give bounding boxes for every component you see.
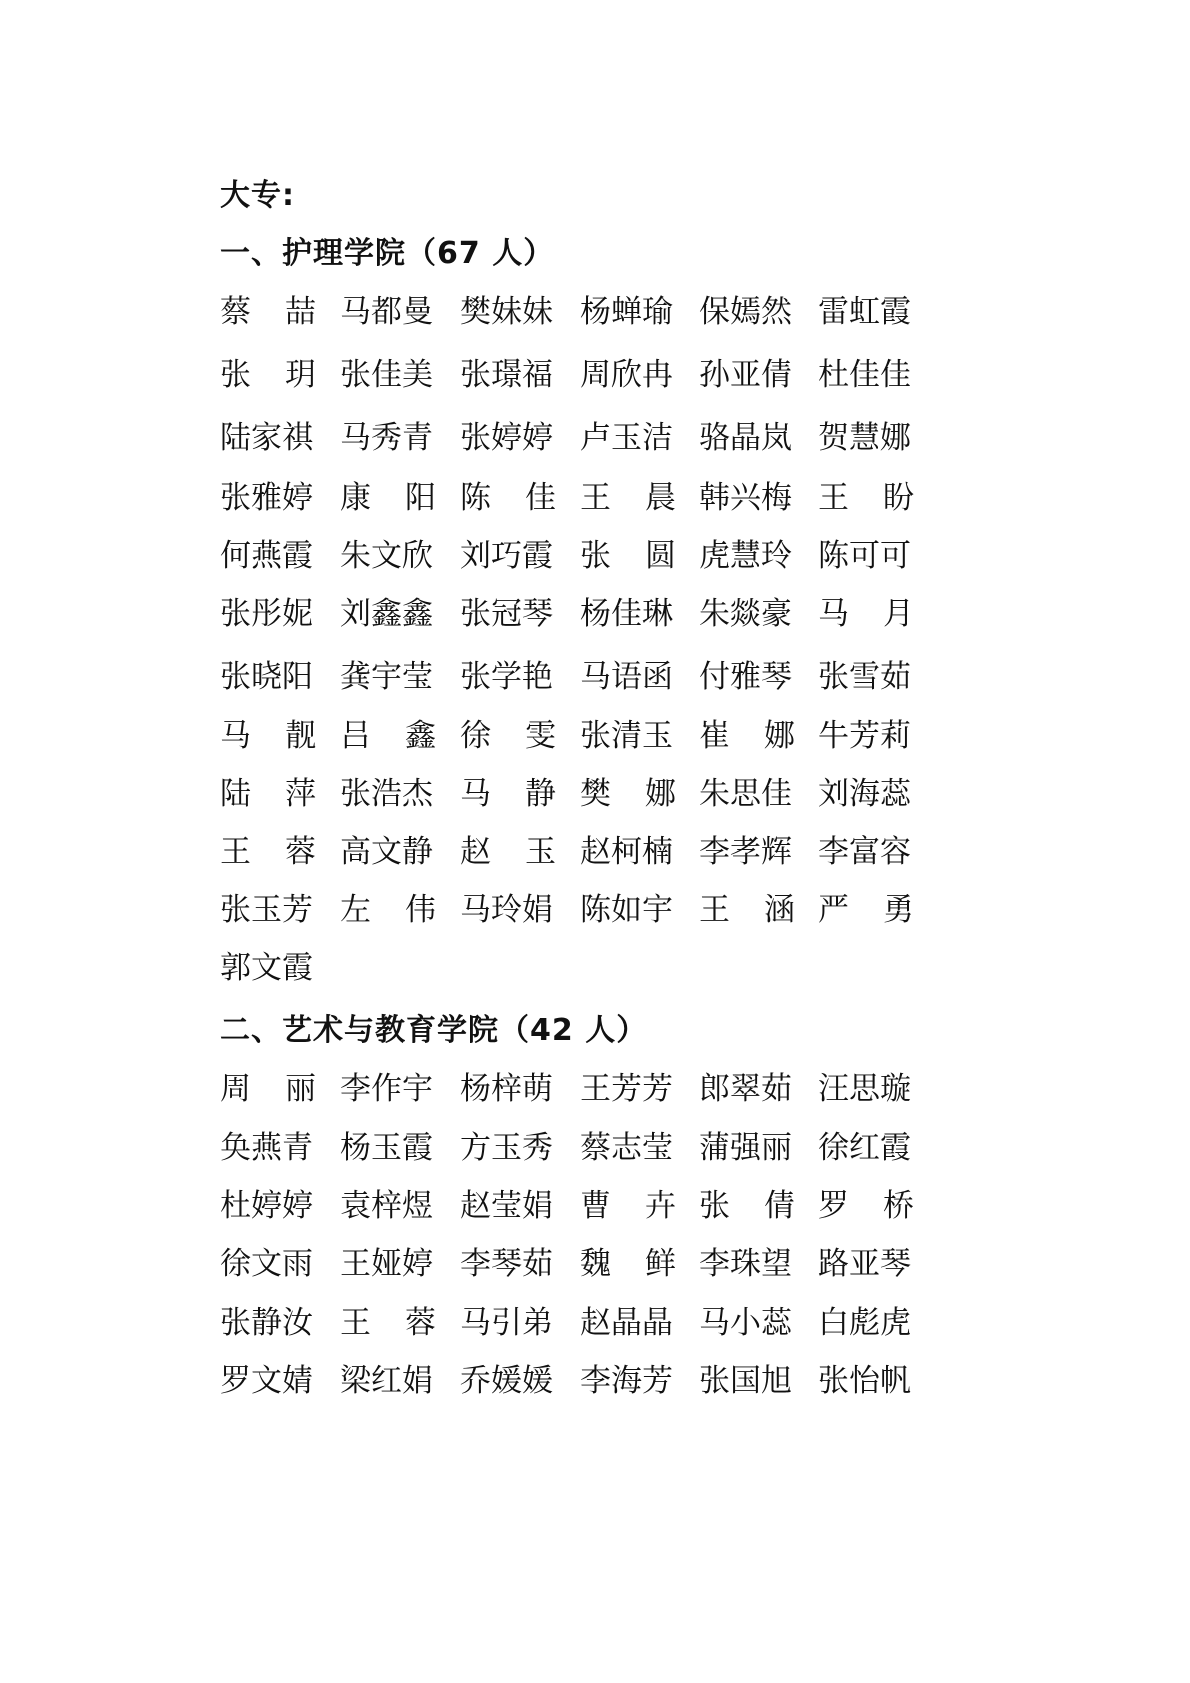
student-name: 张璟福 [460,357,553,393]
student-name: 陆 萍 [220,776,316,812]
student-name: 蔡志莹 [580,1130,673,1166]
student-name: 保嫣然 [699,294,792,330]
student-name: 张婷婷 [460,420,553,456]
student-name: 路亚琴 [818,1246,911,1282]
student-name: 张国旭 [699,1363,792,1399]
student-name: 樊 娜 [580,776,676,812]
student-name: 张怡帆 [818,1363,911,1399]
name-row [220,416,980,460]
student-name: 刘鑫鑫 [340,596,433,632]
student-name: 罗 桥 [818,1188,914,1224]
name-row [220,290,980,334]
student-name: 奂燕青 [220,1130,313,1166]
name-row [220,1067,980,1111]
student-name: 张浩杰 [340,776,433,812]
student-name: 陈可可 [818,538,911,574]
student-name: 牛芳莉 [818,718,911,754]
student-name: 康 阳 [340,480,436,516]
student-name: 张雅婷 [220,480,313,516]
student-name: 韩兴梅 [699,480,792,516]
student-name: 卢玉洁 [580,420,673,456]
student-name: 袁梓煜 [340,1188,433,1224]
student-name: 马 靓 [220,718,316,754]
student-name: 张雪茹 [818,659,911,695]
student-name: 贺慧娜 [818,420,911,456]
student-name: 李海芳 [580,1363,673,1399]
student-name: 郎翠茹 [699,1071,792,1107]
student-name: 崔 娜 [699,718,795,754]
student-name: 李珠望 [699,1246,792,1282]
name-row [220,772,980,816]
student-name: 徐文雨 [220,1246,313,1282]
student-name: 蒲强丽 [699,1130,792,1166]
student-name: 马语函 [580,659,673,695]
student-name: 陈如宇 [580,892,673,928]
student-name: 虎慧玲 [699,538,792,574]
student-name: 龚宇莹 [340,659,433,695]
student-name: 朱思佳 [699,776,792,812]
student-name: 王 蓉 [340,1305,436,1341]
student-name: 杨玉霞 [340,1130,433,1166]
name-row [220,946,980,990]
student-name: 梁红娟 [340,1363,433,1399]
name-row [220,1242,980,1286]
student-name: 张 圆 [580,538,676,574]
student-name: 马小蕊 [699,1305,792,1341]
student-name: 朱燚豪 [699,596,792,632]
student-name: 赵莹娟 [460,1188,553,1224]
student-name: 徐 雯 [460,718,556,754]
student-name: 雷虹霞 [818,294,911,330]
student-name: 左 伟 [340,892,436,928]
student-name: 王 涵 [699,892,795,928]
student-name: 赵晶晶 [580,1305,673,1341]
student-name: 马都曼 [340,294,433,330]
student-name: 王 盼 [818,480,914,516]
student-name: 周 丽 [220,1071,316,1107]
student-name: 汪思璇 [818,1071,911,1107]
student-name: 张学艳 [460,659,553,695]
student-name: 张 玥 [220,357,316,393]
student-name: 徐红霞 [818,1130,911,1166]
student-name: 张玉芳 [220,892,313,928]
student-name: 罗文婧 [220,1363,313,1399]
name-row [220,534,980,578]
student-name: 张彤妮 [220,596,313,632]
student-name: 杜佳佳 [818,357,911,393]
name-row [220,476,980,520]
student-name: 蔡 喆 [220,294,316,330]
student-name: 李作宇 [340,1071,433,1107]
name-row [220,714,980,758]
student-name: 刘海蕊 [818,776,911,812]
student-name: 李孝辉 [699,834,792,870]
student-name: 骆晶岚 [699,420,792,456]
student-name: 张静汝 [220,1305,313,1341]
student-name: 杨蝉瑜 [580,294,673,330]
student-name: 张清玉 [580,718,673,754]
student-name: 朱文欣 [340,538,433,574]
student-name: 杨梓萌 [460,1071,553,1107]
name-row [220,1301,980,1345]
student-name: 马玲娟 [460,892,553,928]
name-row [220,1184,980,1228]
student-name: 樊妹妹 [460,294,553,330]
student-name: 付雅琴 [699,659,792,695]
student-name: 曹 卉 [580,1188,676,1224]
student-name: 严 勇 [818,892,914,928]
student-name: 马秀青 [340,420,433,456]
student-name: 王 晨 [580,480,676,516]
student-name: 张 倩 [699,1188,795,1224]
section-title-arts-education: 二、艺术与教育学院（42 人） [220,1013,648,1048]
student-name: 王芳芳 [580,1071,673,1107]
student-name: 何燕霞 [220,538,313,574]
student-name: 周欣冉 [580,357,673,393]
name-row [220,353,980,397]
student-name: 孙亚倩 [699,357,792,393]
student-name: 马引弟 [460,1305,553,1341]
student-name: 乔媛媛 [460,1363,553,1399]
name-row [220,830,980,874]
student-name: 马 月 [818,596,914,632]
name-row [220,1126,980,1170]
student-name: 张佳美 [340,357,433,393]
student-name: 高文静 [340,834,433,870]
level-title: 大专: [220,178,295,213]
student-name: 张冠琴 [460,596,553,632]
student-name: 陈 佳 [460,480,556,516]
student-name: 杜婷婷 [220,1188,313,1224]
student-name: 赵柯楠 [580,834,673,870]
student-name: 马 静 [460,776,556,812]
student-name: 白彪虎 [818,1305,911,1341]
name-row [220,655,980,699]
section-title-nursing: 一、护理学院（67 人） [220,236,555,271]
name-row [220,1359,980,1403]
student-name: 方玉秀 [460,1130,553,1166]
name-row [220,592,980,636]
student-name: 刘巧霞 [460,538,553,574]
student-name: 王 蓉 [220,834,316,870]
name-row [220,888,980,932]
student-name: 赵 玉 [460,834,556,870]
student-name: 张晓阳 [220,659,313,695]
student-name: 李富容 [818,834,911,870]
student-name: 陆家祺 [220,420,313,456]
student-name: 郭文霞 [220,950,313,986]
student-name: 魏 鲜 [580,1246,676,1282]
student-name: 杨佳琳 [580,596,673,632]
student-name: 吕 鑫 [340,718,436,754]
student-name: 李琴茹 [460,1246,553,1282]
student-name: 王娅婷 [340,1246,433,1282]
